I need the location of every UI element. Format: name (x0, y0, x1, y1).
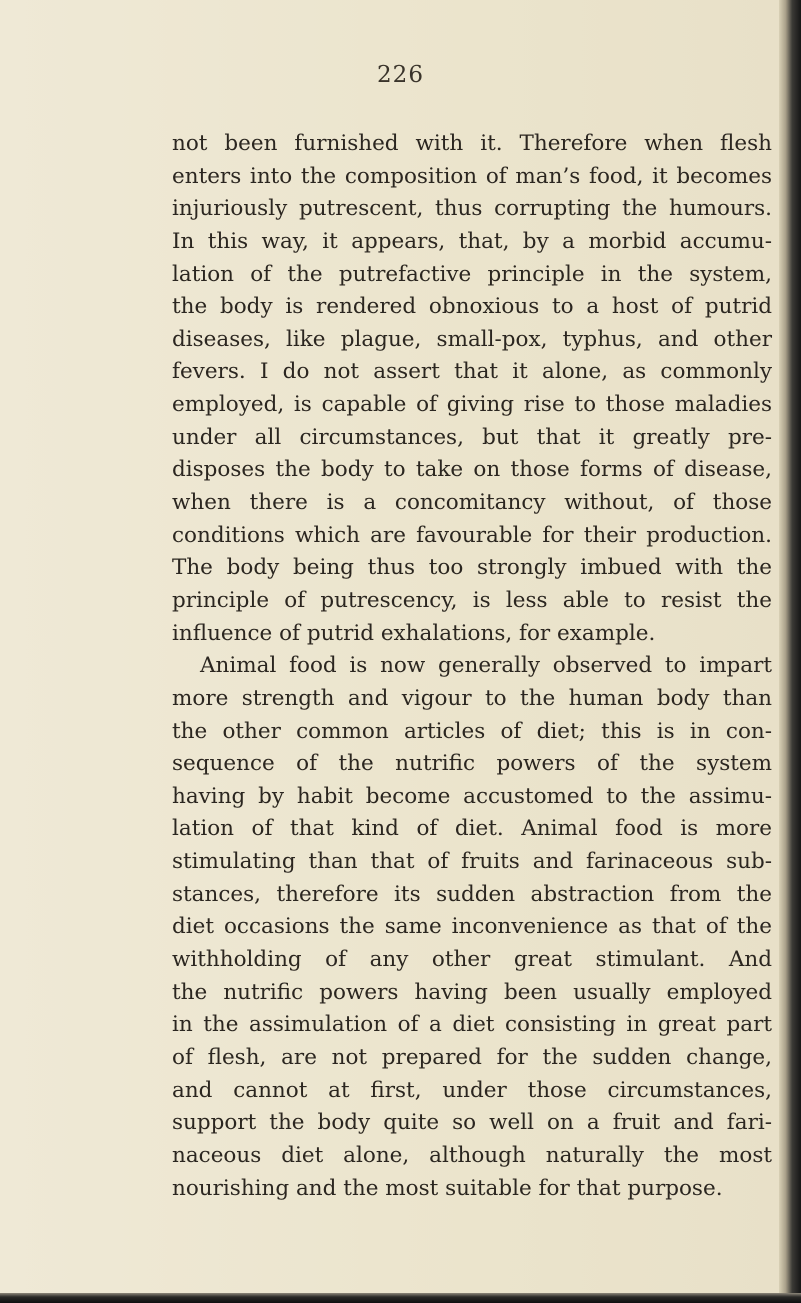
text-line: conditions which are favourable for their production. (172, 522, 772, 548)
text-line: Animal food is now generally observed to impart (200, 653, 772, 679)
text-line: naceous diet alone, although naturally the most (172, 1142, 772, 1168)
page-number: 226 (377, 62, 424, 88)
text-line: of flesh, are not prepared for the sudden change, (172, 1044, 772, 1070)
page-bottom-shadow (0, 1293, 801, 1303)
text-line: injuriously putrescent, thus corrupting the humours. (172, 196, 772, 222)
text-line: diseases, like plague, small-pox, typhus, and other (172, 326, 772, 352)
text-line: sequence of the nutrific powers of the system (172, 751, 772, 777)
text-line: fevers. I do not assert that it alone, as commonly (172, 359, 772, 385)
body-text (172, 128, 772, 1205)
text-line: The body being thus too strongly imbued with the (172, 555, 772, 581)
text-line: withholding of any other great stimulant. And (172, 947, 772, 973)
text-line: influence of putrid exhalations, for example. (172, 620, 656, 646)
text-line: the other common articles of diet; this is in con- (172, 718, 772, 744)
text-line: when there is a concomitancy without, of those (172, 490, 772, 516)
text-line: and cannot at first, under those circumstances, (172, 1077, 772, 1103)
text-line: nourishing and the most suitable for that purpose. (172, 1175, 723, 1201)
text-line: employed, is capable of giving rise to those maladies (172, 392, 772, 418)
text-line: In this way, it appears, that, by a morbid accumu- (172, 228, 772, 254)
text-line: stances, therefore its sudden abstraction from the (172, 881, 772, 907)
text-line: in the assimulation of a diet consisting in great part (172, 1012, 772, 1038)
text-line: support the body quite so well on a fruit and fari- (172, 1110, 772, 1136)
text-line: the body is rendered obnoxious to a host of putrid (172, 294, 772, 320)
text-line: disposes the body to take on those forms of disease, (172, 457, 772, 483)
text-line: not been furnished with it. Therefore when flesh (172, 131, 772, 156)
page-edge-shadow (779, 0, 801, 1303)
text-line: enters into the composition of man’s food, it becomes (172, 163, 772, 189)
text-line: lation of that kind of diet. Animal food is more (172, 816, 772, 842)
text-line: stimulating than that of fruits and farinaceous sub- (172, 849, 772, 875)
text-line: having by habit become accustomed to the assimu- (172, 783, 772, 809)
text-line: under all circumstances, but that it greatly pre- (172, 424, 772, 450)
text-line: principle of putrescency, is less able to resist the (172, 587, 772, 613)
text-line: the nutrific powers having been usually employed (172, 979, 772, 1005)
text-line: diet occasions the same inconvenience as that of the (172, 914, 772, 940)
text-line: lation of the putrefactive principle in the system, (172, 261, 772, 287)
text-line: more strength and vigour to the human body than (172, 685, 772, 711)
